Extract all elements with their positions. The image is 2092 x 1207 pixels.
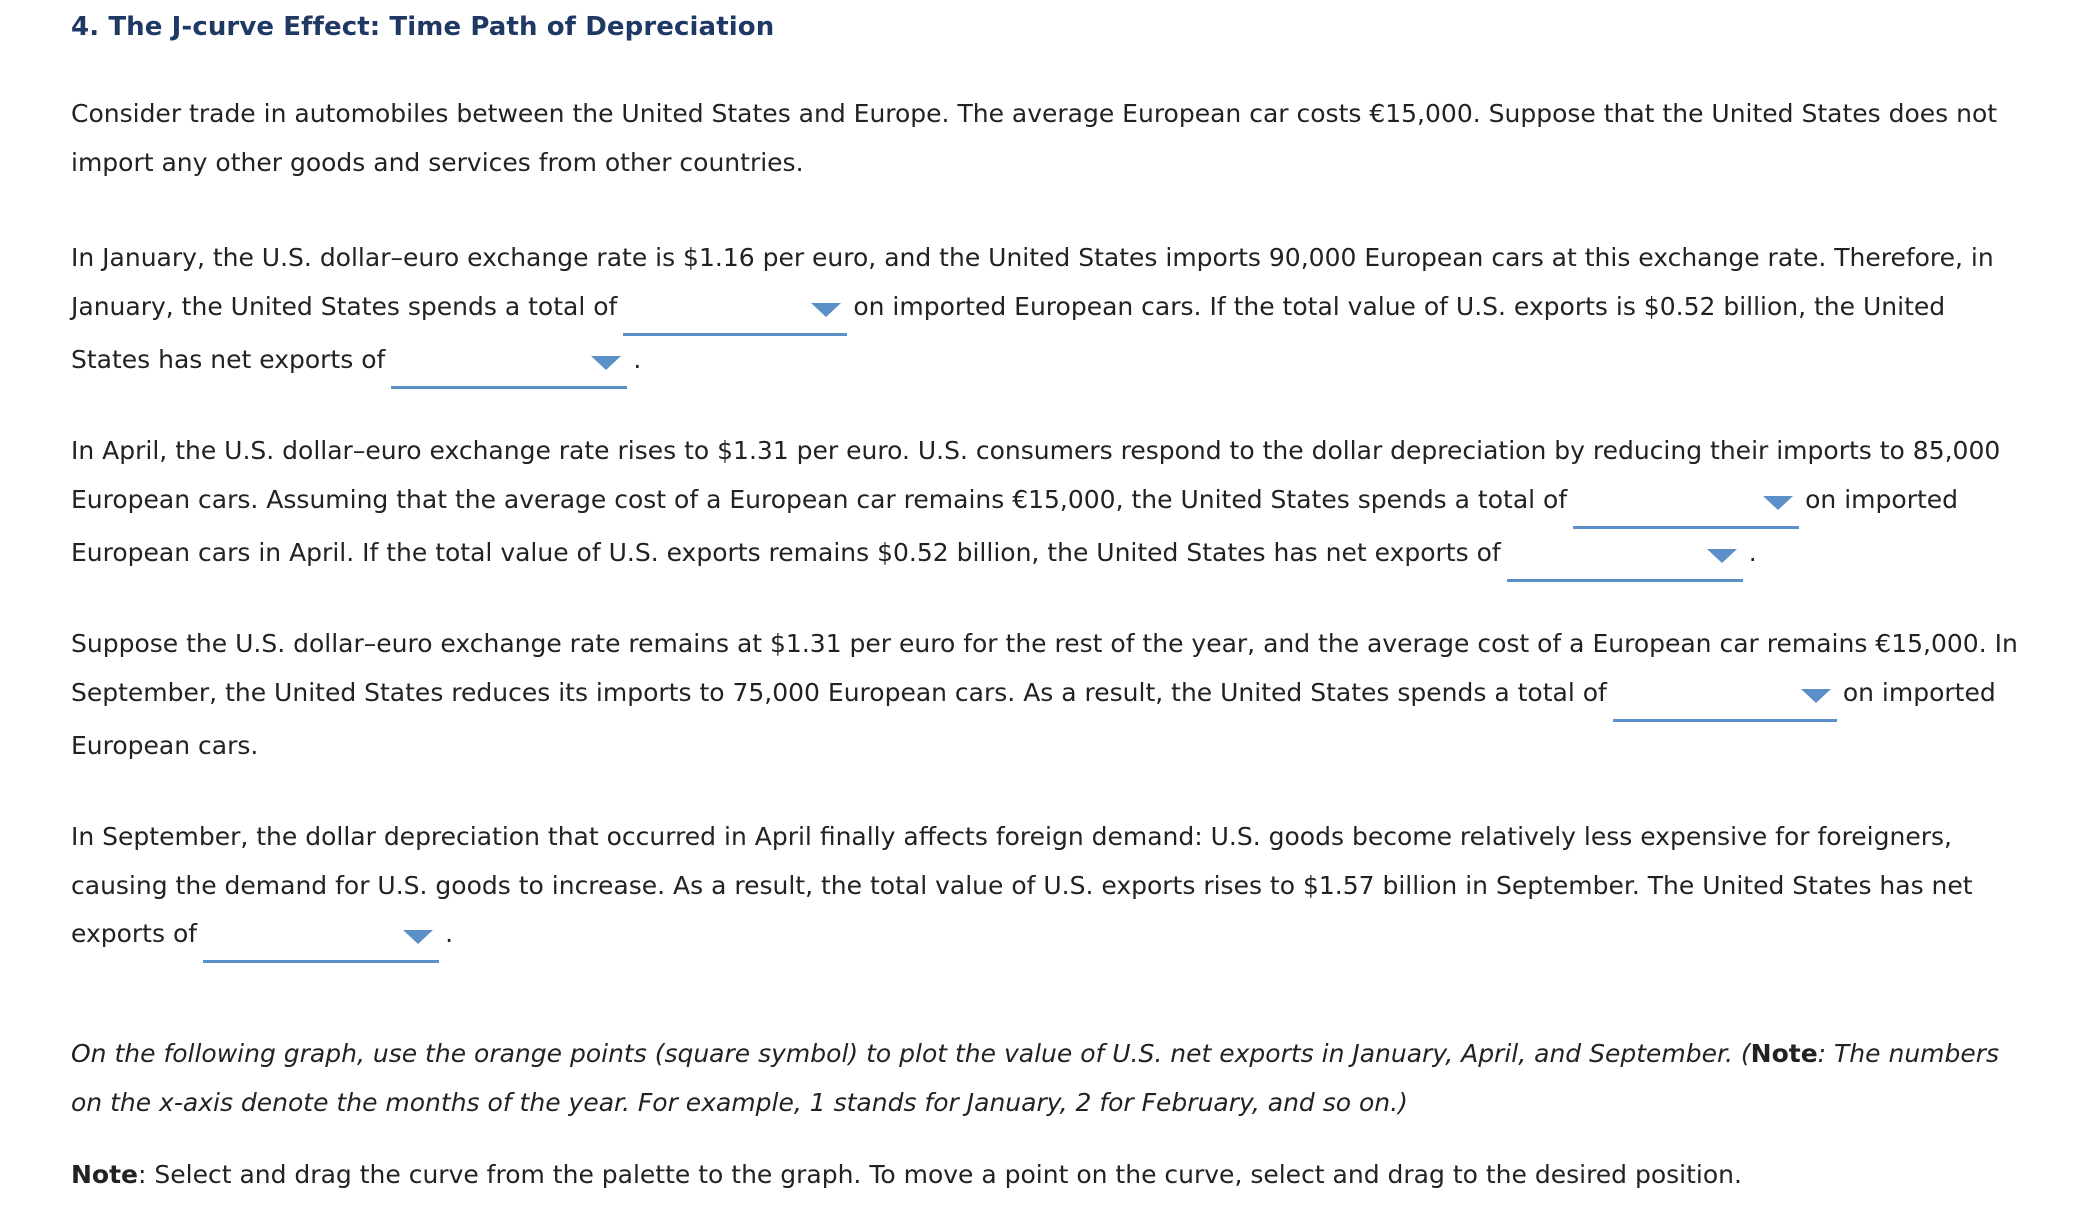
september-exports-paragraph xyxy=(71,813,2031,963)
april-spending-dropdown[interactable] xyxy=(1573,490,1799,529)
drag-note-label: Note xyxy=(71,1160,139,1189)
april-paragraph xyxy=(71,427,2031,582)
january-text-1: In January, the U.S. dollar–euro exchange rate is $1.16 per euro, and the United States imports 90,000 European cars at this exchange rate. Therefore, in January, the United States spends a total of xyxy=(71,243,1994,321)
january-text-3: . xyxy=(633,344,642,374)
graph-instructions-text-2: : The numbers on the x-axis denote the months of the year. For example, 1 stands for January, 2 for February, and so on.) xyxy=(71,1039,2000,1117)
intro-text: Consider trade in automobiles between the United States and Europe. The average European car costs €15,000. Suppose that the United States does not import any other goods and services from other countries. xyxy=(71,99,1998,177)
graph-note-label: Note xyxy=(1750,1039,1818,1068)
chevron-down-icon xyxy=(403,930,433,944)
drag-note xyxy=(71,1151,2031,1200)
september-spending-paragraph xyxy=(71,620,2031,770)
april-net-exports-dropdown[interactable] xyxy=(1507,543,1743,582)
graph-instructions-text-1: On the following graph, use the orange points (square symbol) to plot the value of U.S. net exports in January, April, and September. ( xyxy=(71,1039,1751,1068)
intro-paragraph xyxy=(71,90,2031,187)
september-exports-text-1: In September, the dollar depreciation that occurred in April finally affects foreign demand: U.S. goods become relatively less expensive for foreigners, causing the demand for U.S. goods to increase. As a result, the total value of U.S. exports rises to $1.57 billion in September. The United States has net exports of xyxy=(71,822,1973,948)
january-spending-dropdown[interactable] xyxy=(623,297,847,336)
chevron-down-icon xyxy=(1707,549,1737,563)
chevron-down-icon xyxy=(1801,689,1831,703)
chevron-down-icon xyxy=(811,303,841,317)
question-title: 4. The J-curve Effect: Time Path of Depreciation xyxy=(71,12,775,42)
chevron-down-icon xyxy=(591,356,621,370)
september-spending-dropdown[interactable] xyxy=(1613,683,1837,722)
september-text-2: on imported European cars. xyxy=(71,677,1996,760)
january-net-exports-dropdown[interactable] xyxy=(391,350,627,389)
drag-note-text: : Select and drag the curve from the palette to the graph. To move a point on the curve, select and drag to the desired position. xyxy=(138,1160,1742,1189)
january-text-2: on imported European cars. If the total value of U.S. exports is $0.52 billion, the United States has net exports of xyxy=(71,291,1946,374)
september-net-exports-dropdown[interactable] xyxy=(203,924,439,963)
september-text-1: Suppose the U.S. dollar–euro exchange rate remains at $1.31 per euro for the rest of the year, and the average cost of a European car remains €15,000. In September, the United States reduces its imports to 75,000 European cars. As a result, the United States spends a total of xyxy=(71,629,2018,707)
september-exports-text-2: . xyxy=(445,919,454,948)
april-text-3: . xyxy=(1748,537,1757,567)
april-text-1: In April, the U.S. dollar–euro exchange rate rises to $1.31 per euro. U.S. consumers respond to the dollar depreciation by reducing their imports to 85,000 European cars. Assuming that the average cost of a European car remains €15,000, the United States spends a total of xyxy=(71,436,2001,514)
april-text-2: on imported European cars in April. If the total value of U.S. exports remains $0.52 billion, the United States has net exports of xyxy=(71,484,1959,567)
graph-instructions xyxy=(71,1030,2031,1127)
january-paragraph xyxy=(71,234,2031,389)
chevron-down-icon xyxy=(1763,496,1793,510)
